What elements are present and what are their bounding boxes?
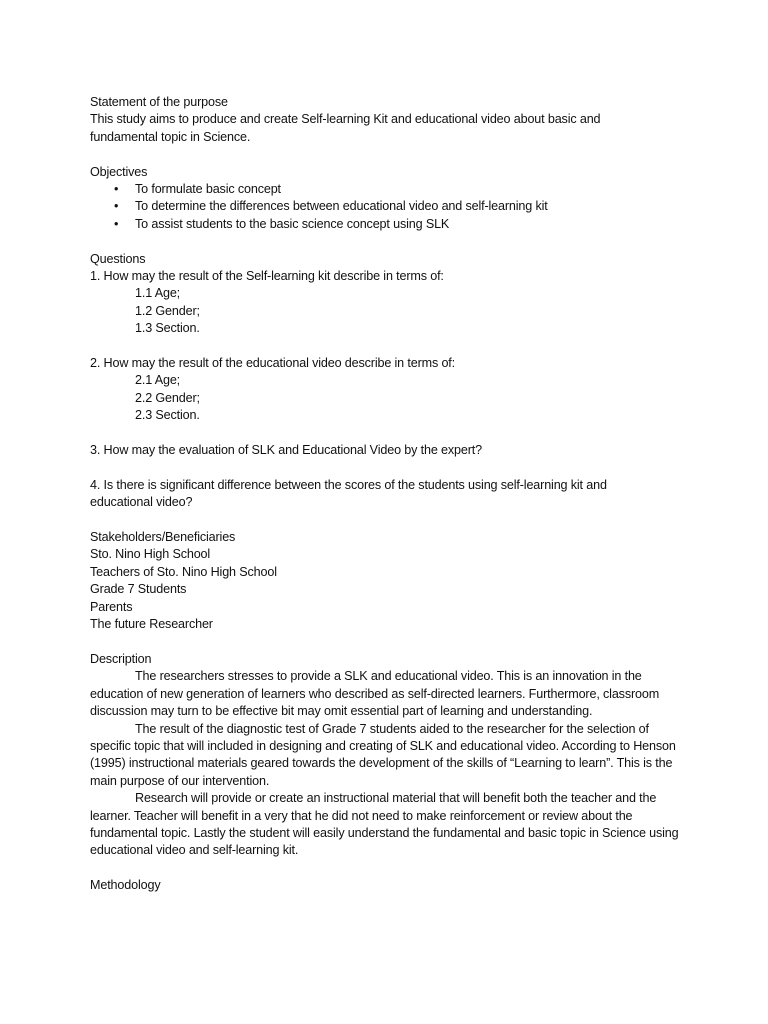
question-2: 2. How may the result of the educational video describe in terms of: <box>90 356 456 371</box>
description-paragraph: Research will provide or create an instructional material that will benefit both the teacher and the learner. Teacher will benefit in a very that he did not need to make reinforcement or review about the fundamental topic. Lastly the student will easily understand the fundamental and basic topic in Science using educational video and self-learning kit. <box>90 791 679 858</box>
question-2-sub: 2.1 Age; <box>135 373 181 388</box>
methodology-heading: Methodology <box>90 878 161 893</box>
document-page <box>90 94 690 895</box>
question-1-sub: 1.2 Gender; <box>135 303 200 318</box>
objectives-list <box>90 181 690 233</box>
objectives-heading: Objectives <box>90 164 148 179</box>
objective-item: • To assist students to the basic science concept using SLK <box>90 216 690 233</box>
question-2-sub: 2.2 Gender; <box>135 390 200 405</box>
questions-heading: Questions <box>90 251 146 266</box>
stakeholder-item: Parents <box>90 599 133 614</box>
stakeholder-item: The future Researcher <box>90 617 213 632</box>
stakeholders-heading: Stakeholders/Beneficiaries <box>90 530 236 545</box>
stakeholder-item: Teachers of Sto. Nino High School <box>90 564 277 579</box>
description-paragraph: The researchers stresses to provide a SLK and educational video. This is an innovation in the education of new generation of learners who described as self-directed learners. Furthermore, classroom discussion may turn to be effective bit may omit essential part of learning and understanding. <box>90 669 660 719</box>
stakeholder-item: Grade 7 Students <box>90 582 187 597</box>
objective-item: • To formulate basic concept <box>90 181 690 198</box>
question-1: 1. How may the result of the Self-learning kit describe in terms of: <box>90 269 444 284</box>
description-heading: Description <box>90 651 152 666</box>
description-paragraph: The result of the diagnostic test of Grade 7 students aided to the researcher for the selection of specific topic that will included in designing and creating of SLK and educational video. According to Henson (1995) instructional materials geared towards the development of the skills of “Learning to learn”. This is the main purpose of our intervention. <box>90 721 676 788</box>
purpose-text: This study aims to produce and create Self-learning Kit and educational video about basic and fundamental topic in Science. <box>90 112 601 144</box>
question-1-sub: 1.3 Section. <box>135 321 200 336</box>
objective-item: • To determine the differences between educational video and self-learning kit <box>90 198 690 215</box>
question-2-sub: 2.3 Section. <box>135 408 200 423</box>
purpose-heading: Statement of the purpose <box>90 95 228 109</box>
stakeholder-item: Sto. Nino High School <box>90 547 211 562</box>
question-4: 4. Is there is significant difference between the scores of the students using self-learning kit and educational video? <box>90 477 607 510</box>
question-3: 3. How may the evaluation of SLK and Educational Video by the expert? <box>90 443 482 458</box>
question-1-sub: 1.1 Age; <box>135 286 181 301</box>
